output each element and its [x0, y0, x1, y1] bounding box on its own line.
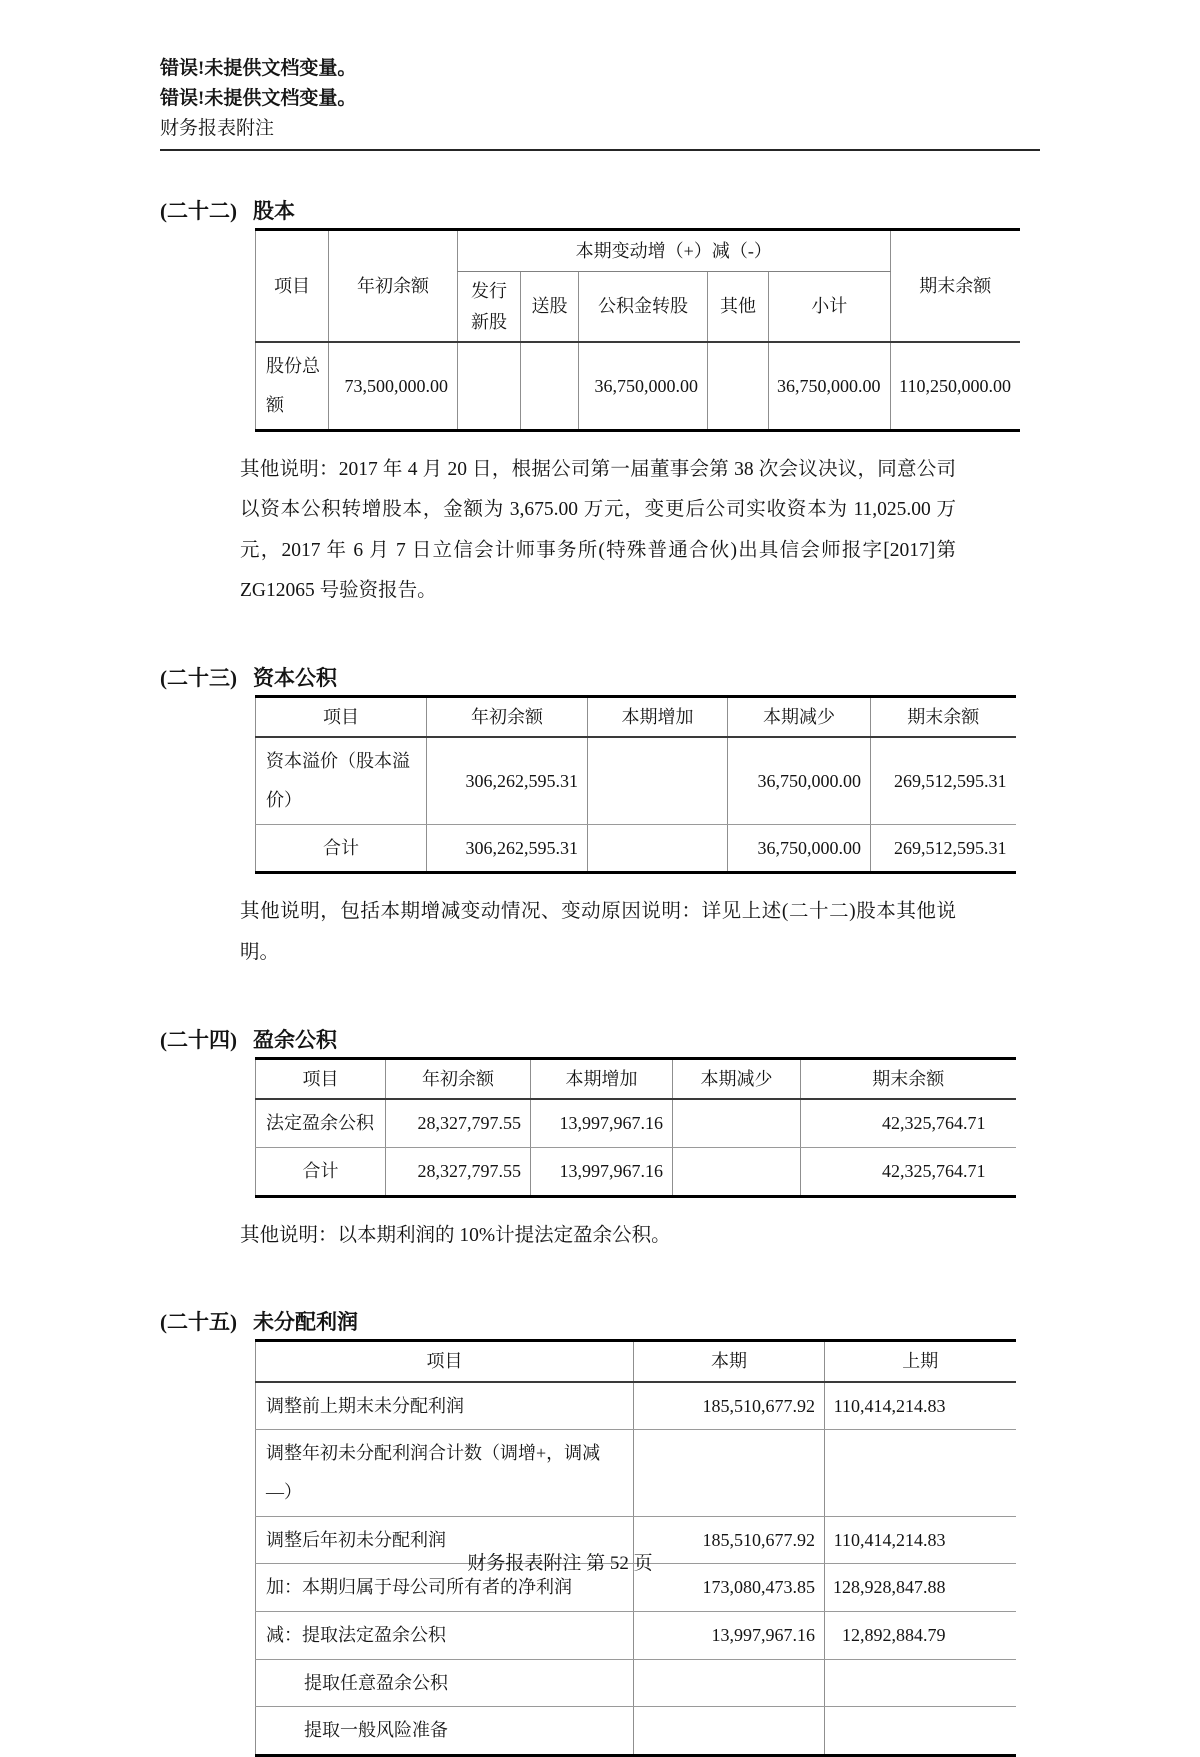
col-end-balance: 期末余额	[871, 696, 1016, 737]
col-current-period: 本期	[634, 1341, 825, 1382]
section-heading	[160, 1306, 1040, 1336]
cell-prior-period	[825, 1430, 1016, 1516]
section-title: 股本	[253, 199, 295, 224]
col-reserve-to-shares: 公积金转股	[579, 272, 708, 343]
section-title: 资本公积	[253, 665, 337, 690]
table-row	[256, 1707, 1016, 1756]
table-header-row	[256, 1058, 1016, 1099]
table-row	[256, 1099, 1016, 1147]
section-title: 盈余公积	[253, 1027, 337, 1052]
cell-end-balance: 269,512,595.31	[871, 737, 1016, 824]
cell-other	[708, 342, 769, 430]
table-total-row	[256, 824, 1016, 873]
cell-prior-period: 128,928,847.88	[825, 1564, 1016, 1612]
cell-increase	[588, 737, 728, 824]
cell-end-balance: 42,325,764.71	[801, 1099, 1016, 1147]
doc-header-line-1: 错误!未提供文档变量。	[160, 58, 357, 79]
table-row	[256, 1659, 1016, 1707]
cell-prior-period	[825, 1659, 1016, 1707]
table-header-row	[256, 696, 1016, 737]
col-bonus-shares: 送股	[521, 272, 579, 343]
cell-item: 股份总额	[256, 342, 329, 430]
cell-begin-balance: 306,262,595.31	[427, 737, 588, 824]
section-capital-reserve	[160, 662, 1040, 974]
cell-item: 调整后年初未分配利润	[256, 1516, 634, 1564]
doc-header	[160, 54, 1040, 151]
cell-item: 减：提取法定盈余公积	[256, 1612, 634, 1660]
cell-current-period	[634, 1430, 825, 1516]
cell-decrease	[673, 1147, 801, 1196]
col-end-balance: 期末余额	[890, 230, 1020, 343]
section-heading	[160, 195, 1040, 225]
cell-item: 提取任意盈余公积	[256, 1659, 634, 1707]
cell-end-balance: 42,325,764.71	[801, 1147, 1016, 1196]
section-number: (二十二)	[160, 199, 237, 224]
col-begin-balance: 年初余额	[427, 696, 588, 737]
cell-begin-balance: 306,262,595.31	[427, 824, 588, 873]
cell-current-period	[634, 1659, 825, 1707]
section-heading	[160, 1024, 1040, 1054]
cell-bonus-shares	[521, 342, 579, 430]
header-rule	[160, 149, 1040, 151]
cell-current-period	[634, 1707, 825, 1756]
section-surplus-reserve	[160, 1024, 1040, 1257]
table-row	[256, 1430, 1016, 1516]
col-increase: 本期增加	[588, 696, 728, 737]
section-heading	[160, 662, 1040, 692]
cell-decrease: 36,750,000.00	[728, 737, 871, 824]
doc-header-line-2: 错误!未提供文档变量。	[160, 88, 357, 110]
col-item: 项目	[256, 1058, 386, 1099]
cell-prior-period: 110,414,214.83	[825, 1382, 1016, 1430]
cell-current-period: 13,997,967.16	[634, 1612, 825, 1660]
cell-item: 调整年初未分配利润合计数（调增+，调减—）	[256, 1430, 634, 1516]
cell-item: 加：本期归属于母公司所有者的净利润	[256, 1564, 634, 1612]
cell-begin-balance: 28,327,797.55	[386, 1099, 531, 1147]
section-note: 其他说明，包括本期增减变动情况、变动原因说明：详见上述(二十二)股本其他说明。	[240, 901, 956, 963]
cell-increase: 13,997,967.16	[531, 1099, 673, 1147]
col-decrease: 本期减少	[673, 1058, 801, 1099]
cell-increase: 13,997,967.16	[531, 1147, 673, 1196]
cell-item: 提取一般风险准备	[256, 1707, 634, 1756]
col-item: 项目	[256, 230, 329, 343]
cell-begin-balance: 73,500,000.00	[329, 342, 458, 430]
cell-current-period: 185,510,677.92	[634, 1516, 825, 1564]
cell-prior-period	[825, 1707, 1016, 1756]
cell-end-balance: 110,250,000.00	[890, 342, 1020, 430]
cell-decrease	[673, 1099, 801, 1147]
col-subtotal: 小计	[769, 272, 891, 343]
cell-reserve-to-shares: 36,750,000.00	[579, 342, 708, 430]
capital-reserve-table	[255, 695, 1016, 875]
cell-item: 法定盈余公积	[256, 1099, 386, 1147]
cell-end-balance: 269,512,595.31	[871, 824, 1016, 873]
cell-prior-period: 12,892,884.79	[825, 1612, 1016, 1660]
table-header-row	[256, 1341, 1016, 1382]
cell-item: 合计	[256, 824, 427, 873]
doc-header-line-3: 财务报表附注	[160, 118, 275, 140]
col-item: 项目	[256, 1341, 634, 1382]
col-decrease: 本期减少	[728, 696, 871, 737]
cell-begin-balance: 28,327,797.55	[386, 1147, 531, 1196]
cell-decrease: 36,750,000.00	[728, 824, 871, 873]
col-begin-balance: 年初余额	[329, 230, 458, 343]
col-begin-balance: 年初余额	[386, 1058, 531, 1099]
section-note: 其他说明：2017 年 4 月 20 日，根据公司第一届董事会第 38 次会议决议，同意公司以资本公积转增股本，金额为 3,675.00 万元，变更后公司实收资本为 11,025.00 万元，2017 年 6 月 7 日立信会计师事务所(特殊普通合伙)出具信会师报字[2017]第 ZG12065 号验资报告。	[240, 458, 956, 602]
section-number: (二十三)	[160, 665, 237, 690]
cell-current-period: 173,080,473.85	[634, 1564, 825, 1612]
section-number: (二十四)	[160, 1027, 237, 1052]
cell-subtotal: 36,750,000.00	[769, 342, 891, 430]
table-row	[256, 342, 1021, 430]
cell-current-period: 185,510,677.92	[634, 1382, 825, 1430]
section-share-capital	[160, 195, 1040, 612]
cell-increase	[588, 824, 728, 873]
col-new-share-issue: 发行新股	[458, 272, 521, 343]
col-increase: 本期增加	[531, 1058, 673, 1099]
section-note: 其他说明：以本期利润的 10%计提法定盈余公积。	[240, 1224, 671, 1246]
cell-item: 合计	[256, 1147, 386, 1196]
col-item: 项目	[256, 696, 427, 737]
table-row	[256, 1382, 1016, 1430]
col-other: 其他	[708, 272, 769, 343]
page-footer: 财务报表附注 第 52 页	[467, 1553, 653, 1574]
table-header-row	[256, 230, 1021, 272]
cell-item: 资本溢价（股本溢价）	[256, 737, 427, 824]
col-end-balance: 期末余额	[801, 1058, 1016, 1099]
cell-new-share-issue	[458, 342, 521, 430]
section-number: (二十五)	[160, 1310, 237, 1335]
table-total-row	[256, 1147, 1016, 1196]
section-undistributed-profit	[160, 1306, 1040, 1757]
table-row	[256, 737, 1016, 824]
table-row	[256, 1612, 1016, 1660]
col-prior-period: 上期	[825, 1341, 1016, 1382]
col-group-period-change: 本期变动增（+）减（-）	[458, 230, 891, 272]
section-title: 未分配利润	[253, 1310, 358, 1335]
cell-prior-period: 110,414,214.83	[825, 1516, 1016, 1564]
surplus-reserve-table	[255, 1057, 1016, 1198]
share-capital-table	[255, 228, 1020, 432]
cell-item: 调整前上期末未分配利润	[256, 1382, 634, 1430]
